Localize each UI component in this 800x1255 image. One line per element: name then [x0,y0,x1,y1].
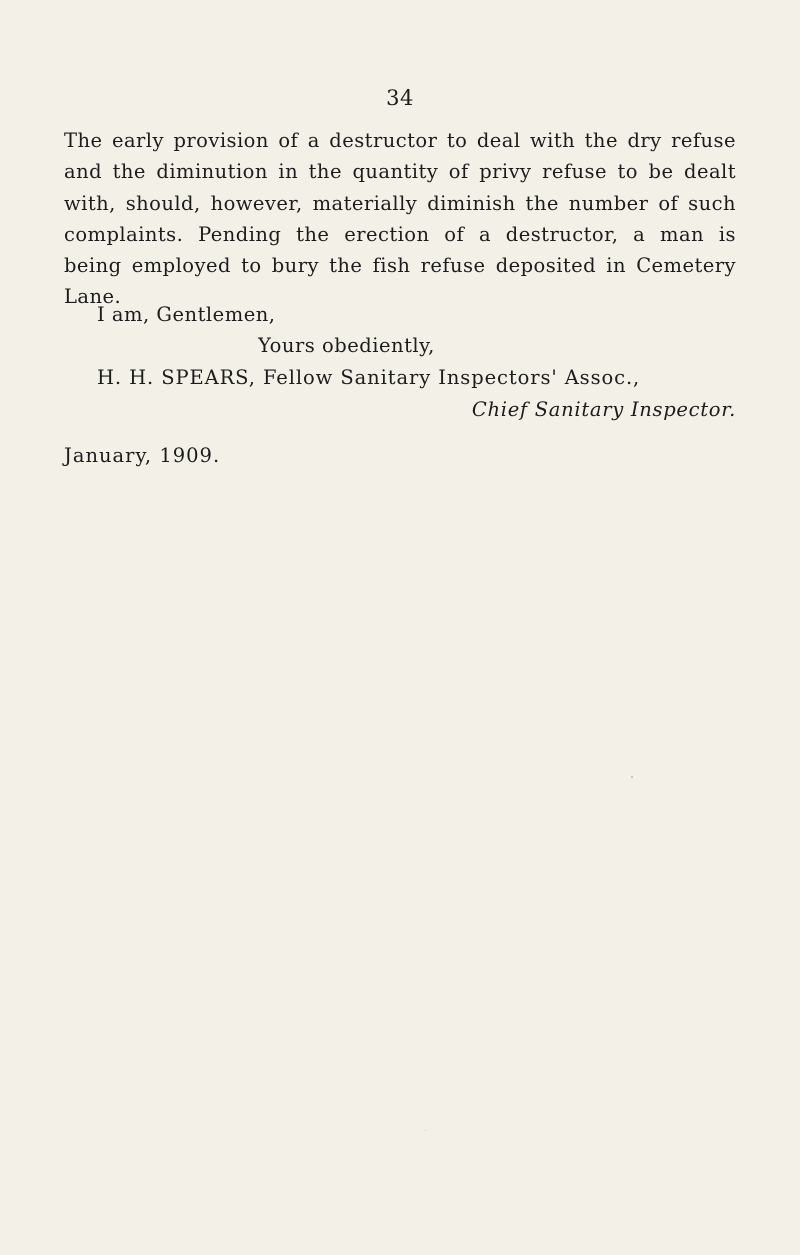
closing: Yours obediently, [258,334,435,357]
salutation: I am, Gentlemen, [97,303,276,326]
page-number: 34 [386,86,414,110]
body-paragraph: The early provision of a destructor to deal with the dry refuse and the diminution in the quantity of privy refuse to be dealt with, should, however, materially diminish the number of such complaints. Pending the erection of a destructor, a man is being employed to bury the fish refuse deposited in Cemetery Lane. [64,129,736,309]
paper-speck [631,776,633,778]
signatory-line: H. H. SPEARS, Fellow Sanitary Inspectors' Assoc., [97,366,641,389]
signatory-title: Chief Sanitary Inspector. [471,398,736,421]
paper-speck [425,1130,426,1131]
date-line: January, 1909. [64,444,221,467]
